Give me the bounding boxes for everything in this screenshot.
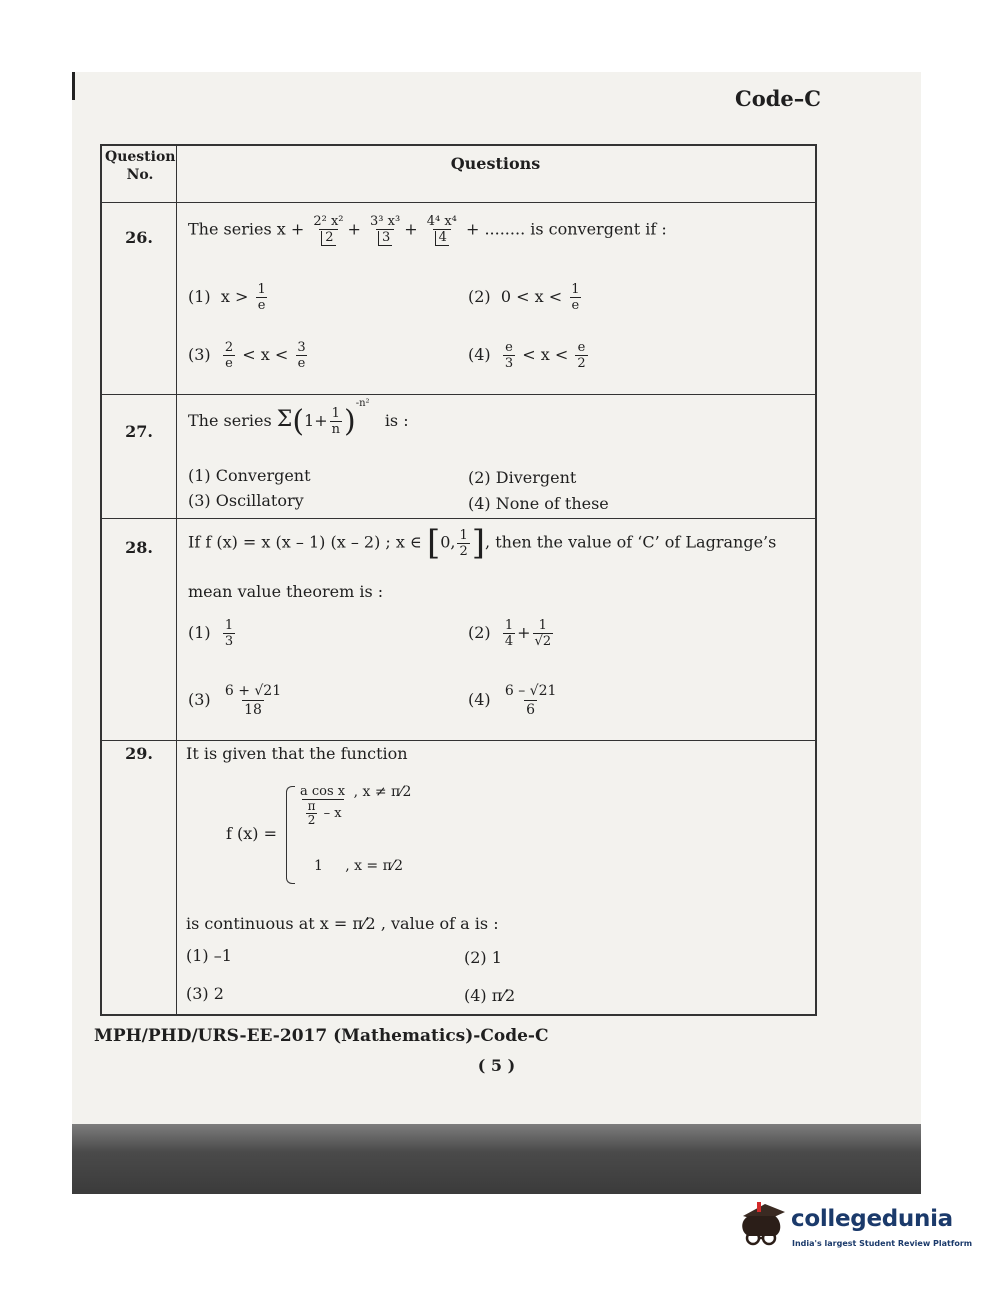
question-number-27: 27. — [125, 422, 153, 441]
q26-option-2: (2) 0 < x < $\frac{1}{e}$ — [468, 282, 580, 313]
question-number-29: 29. — [125, 744, 153, 763]
collegedunia-logo[interactable] — [735, 1198, 973, 1258]
q29-case-1: a cos x $\frac{\pi}{2}$ – x , x ≠ π⁄2 — [300, 784, 412, 827]
question-number-26: 26. — [125, 228, 153, 247]
q29-stem: It is given that the function — [186, 744, 408, 763]
q27-option-3: (3) Oscillatory — [188, 491, 304, 510]
row-divider — [102, 394, 815, 395]
q27-option-1: (1) Convergent — [188, 466, 311, 485]
row-divider — [102, 518, 815, 519]
q26-term3: $\frac{\text{4⁴ x⁴}}{4}$ — [426, 214, 457, 245]
q26-option-3: (3) $\frac{2}{e}$ < x < $\frac{3}{e}$ — [188, 340, 306, 371]
exam-page — [72, 72, 921, 1194]
q28-option-1: (1) $\frac{1}{3}$ — [188, 618, 234, 649]
q26-stem: The series x + $\frac{\text{2² x²}}{2}$ + $\frac{\text{3³ x³}}{3}$ + $\frac{\text{4⁴ x⁴}}{4}$ + ........ is convergent if : — [188, 214, 667, 245]
q27-option-2: (2) Divergent — [468, 468, 577, 487]
q29-option-1: (1) –1 — [186, 946, 232, 965]
q26-option-1: (1) x > $\frac{1}{e}$ — [188, 282, 266, 313]
q28-option-3: (3) $\frac{6 + √21}{18}$ — [188, 683, 282, 718]
column-divider — [176, 146, 177, 1014]
logo-mascot-icon — [735, 1198, 787, 1254]
sigma-symbol: Σ — [276, 407, 293, 432]
page-number: ( 5 ) — [477, 1056, 516, 1075]
q26-term2: $\frac{\text{3³ x³}}{3}$ — [370, 214, 401, 245]
question-number-28: 28. — [125, 538, 153, 557]
row-divider — [102, 740, 815, 741]
q28-option-2: (2) $\frac{1}{4}$ + $\frac{1}{√2}$ — [468, 618, 552, 649]
q27-option-4: (4) None of these — [468, 494, 609, 513]
logo-name: collegedunia — [791, 1206, 953, 1232]
q28-option-4: (4) $\frac{6 - √21}{6}$ — [468, 683, 557, 718]
piecewise-brace — [286, 786, 295, 884]
q29-continuity: is continuous at x = π⁄2 , value of a is : — [186, 914, 499, 933]
row-divider — [102, 202, 815, 203]
q28-stem: If f (x) = x (x – 1) (x – 2) ; x ∈ [0, $\frac{1}{2}$ ], then the value of ‘C’ of Lagrange’s — [188, 523, 777, 563]
q28-stem-line2: mean value theorem is : — [188, 582, 384, 601]
q29-option-2: (2) 1 — [464, 948, 502, 967]
q26-term1: $\frac{\text{2² x²}}{2}$ — [313, 214, 344, 245]
q27-stem: The series Σ(1+ $\frac{1}{n}$ )$^{-n^2}$ is : — [188, 397, 409, 439]
q29-fx-label: f (x) = — [226, 824, 278, 843]
question-table — [100, 144, 817, 1016]
logo-tagline: India's largest Student Review Platform — [792, 1239, 973, 1248]
scan-edge-mark — [72, 72, 75, 100]
q26-option-4: (4) $\frac{e}{3}$ < x < $\frac{e}{2}$ — [468, 340, 586, 371]
q26-stem-prefix: The series x + — [188, 219, 305, 239]
header-question-no: Question No. — [105, 149, 176, 183]
footer-code: MPH/PHD/URS-EE-2017 (Mathematics)-Code-C — [94, 1026, 549, 1046]
code-label: Code–C — [735, 86, 821, 111]
q26-stem-suffix: + ........ is convergent if : — [465, 219, 667, 239]
header-questions: Questions — [450, 154, 541, 173]
scan-shadow — [72, 1124, 921, 1194]
q29-option-4: (4) π⁄2 — [464, 986, 516, 1005]
q29-case-2: 1 , x = π⁄2 — [314, 858, 404, 874]
q29-option-3: (3) 2 — [186, 984, 224, 1003]
